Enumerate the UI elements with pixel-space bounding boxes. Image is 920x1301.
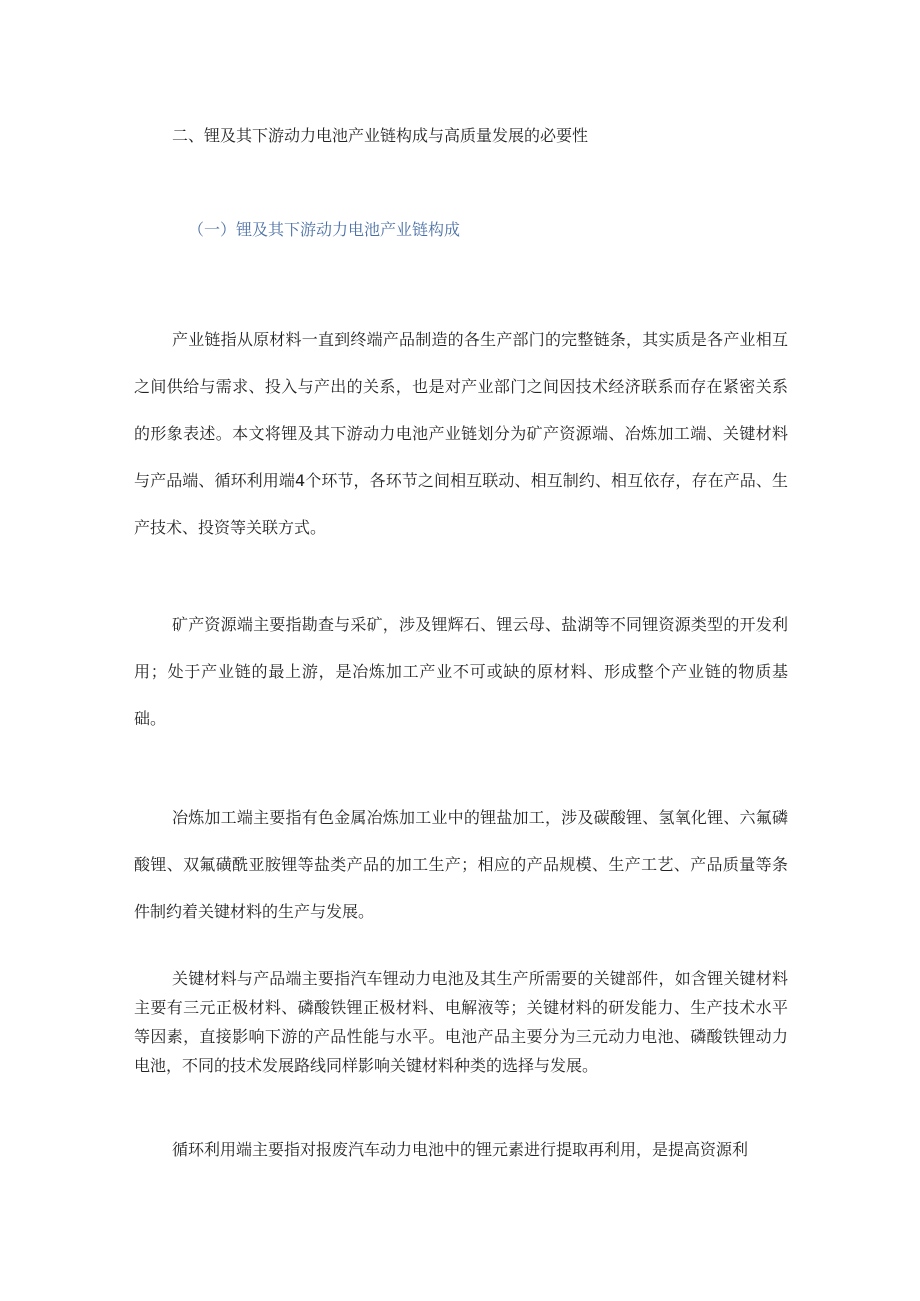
paragraph-industry-chain-definition: 产业链指从原材料一直到终端产品制造的各生产部门的完整链条，其实质是各产业相互之间供给与需求、投入与产出的关系，也是对产业部门之间因技术经济联系而存在紧密关系的形象表述。本文将锂及其下游动力电池产业链划分为矿产资源端、冶炼加工端、关键材料与产品端、循环利用端4个环节，各环节之间相互联动、相互制约、相互依存，存在产品、生产技术、投资等关联方式。 bbox=[134, 330, 788, 537]
section-heading: 二、锂及其下游动力电池产业链构成与高质量发展的必要性 bbox=[172, 126, 589, 145]
paragraph-mineral-resources: 矿产资源端主要指勘查与采矿，涉及锂辉石、锂云母、盐湖等不同锂资源类型的开发利用；处于产业链的最上游，是冶炼加工产业不可或缺的原材料、形成整个产业链的物质基础。 bbox=[134, 615, 788, 728]
paragraph-key-materials-products: 关键材料与产品端主要指汽车锂动力电池及其生产所需要的关键部件，如含锂关键材料主要有三元正极材料、磷酸铁锂正极材料、电解液等；关键材料的研发能力、生产技术水平等因素，直接影响下游的产品性能与水平。电池产品主要分为三元动力电池、磷酸铁锂动力电池，不同的技术发展路线同样影响关键材料种类的选择与发展。 bbox=[134, 969, 788, 1075]
paragraph-recycling: 循环利用端主要指对报废汽车动力电池中的锂元素进行提取再利用，是提高资源利 bbox=[172, 1140, 749, 1159]
subsection-heading: （一）锂及其下游动力电池产业链构成 bbox=[188, 220, 461, 239]
paragraph-smelting-processing: 冶炼加工端主要指有色金属冶炼加工业中的锂盐加工，涉及碳酸锂、氢氧化锂、六氟磷酸锂、双氟磺酰亚胺锂等盐类产品的加工生产；相应的产品规模、生产工艺、产品质量等条件制约着关键材料的生产与发展。 bbox=[134, 808, 788, 921]
